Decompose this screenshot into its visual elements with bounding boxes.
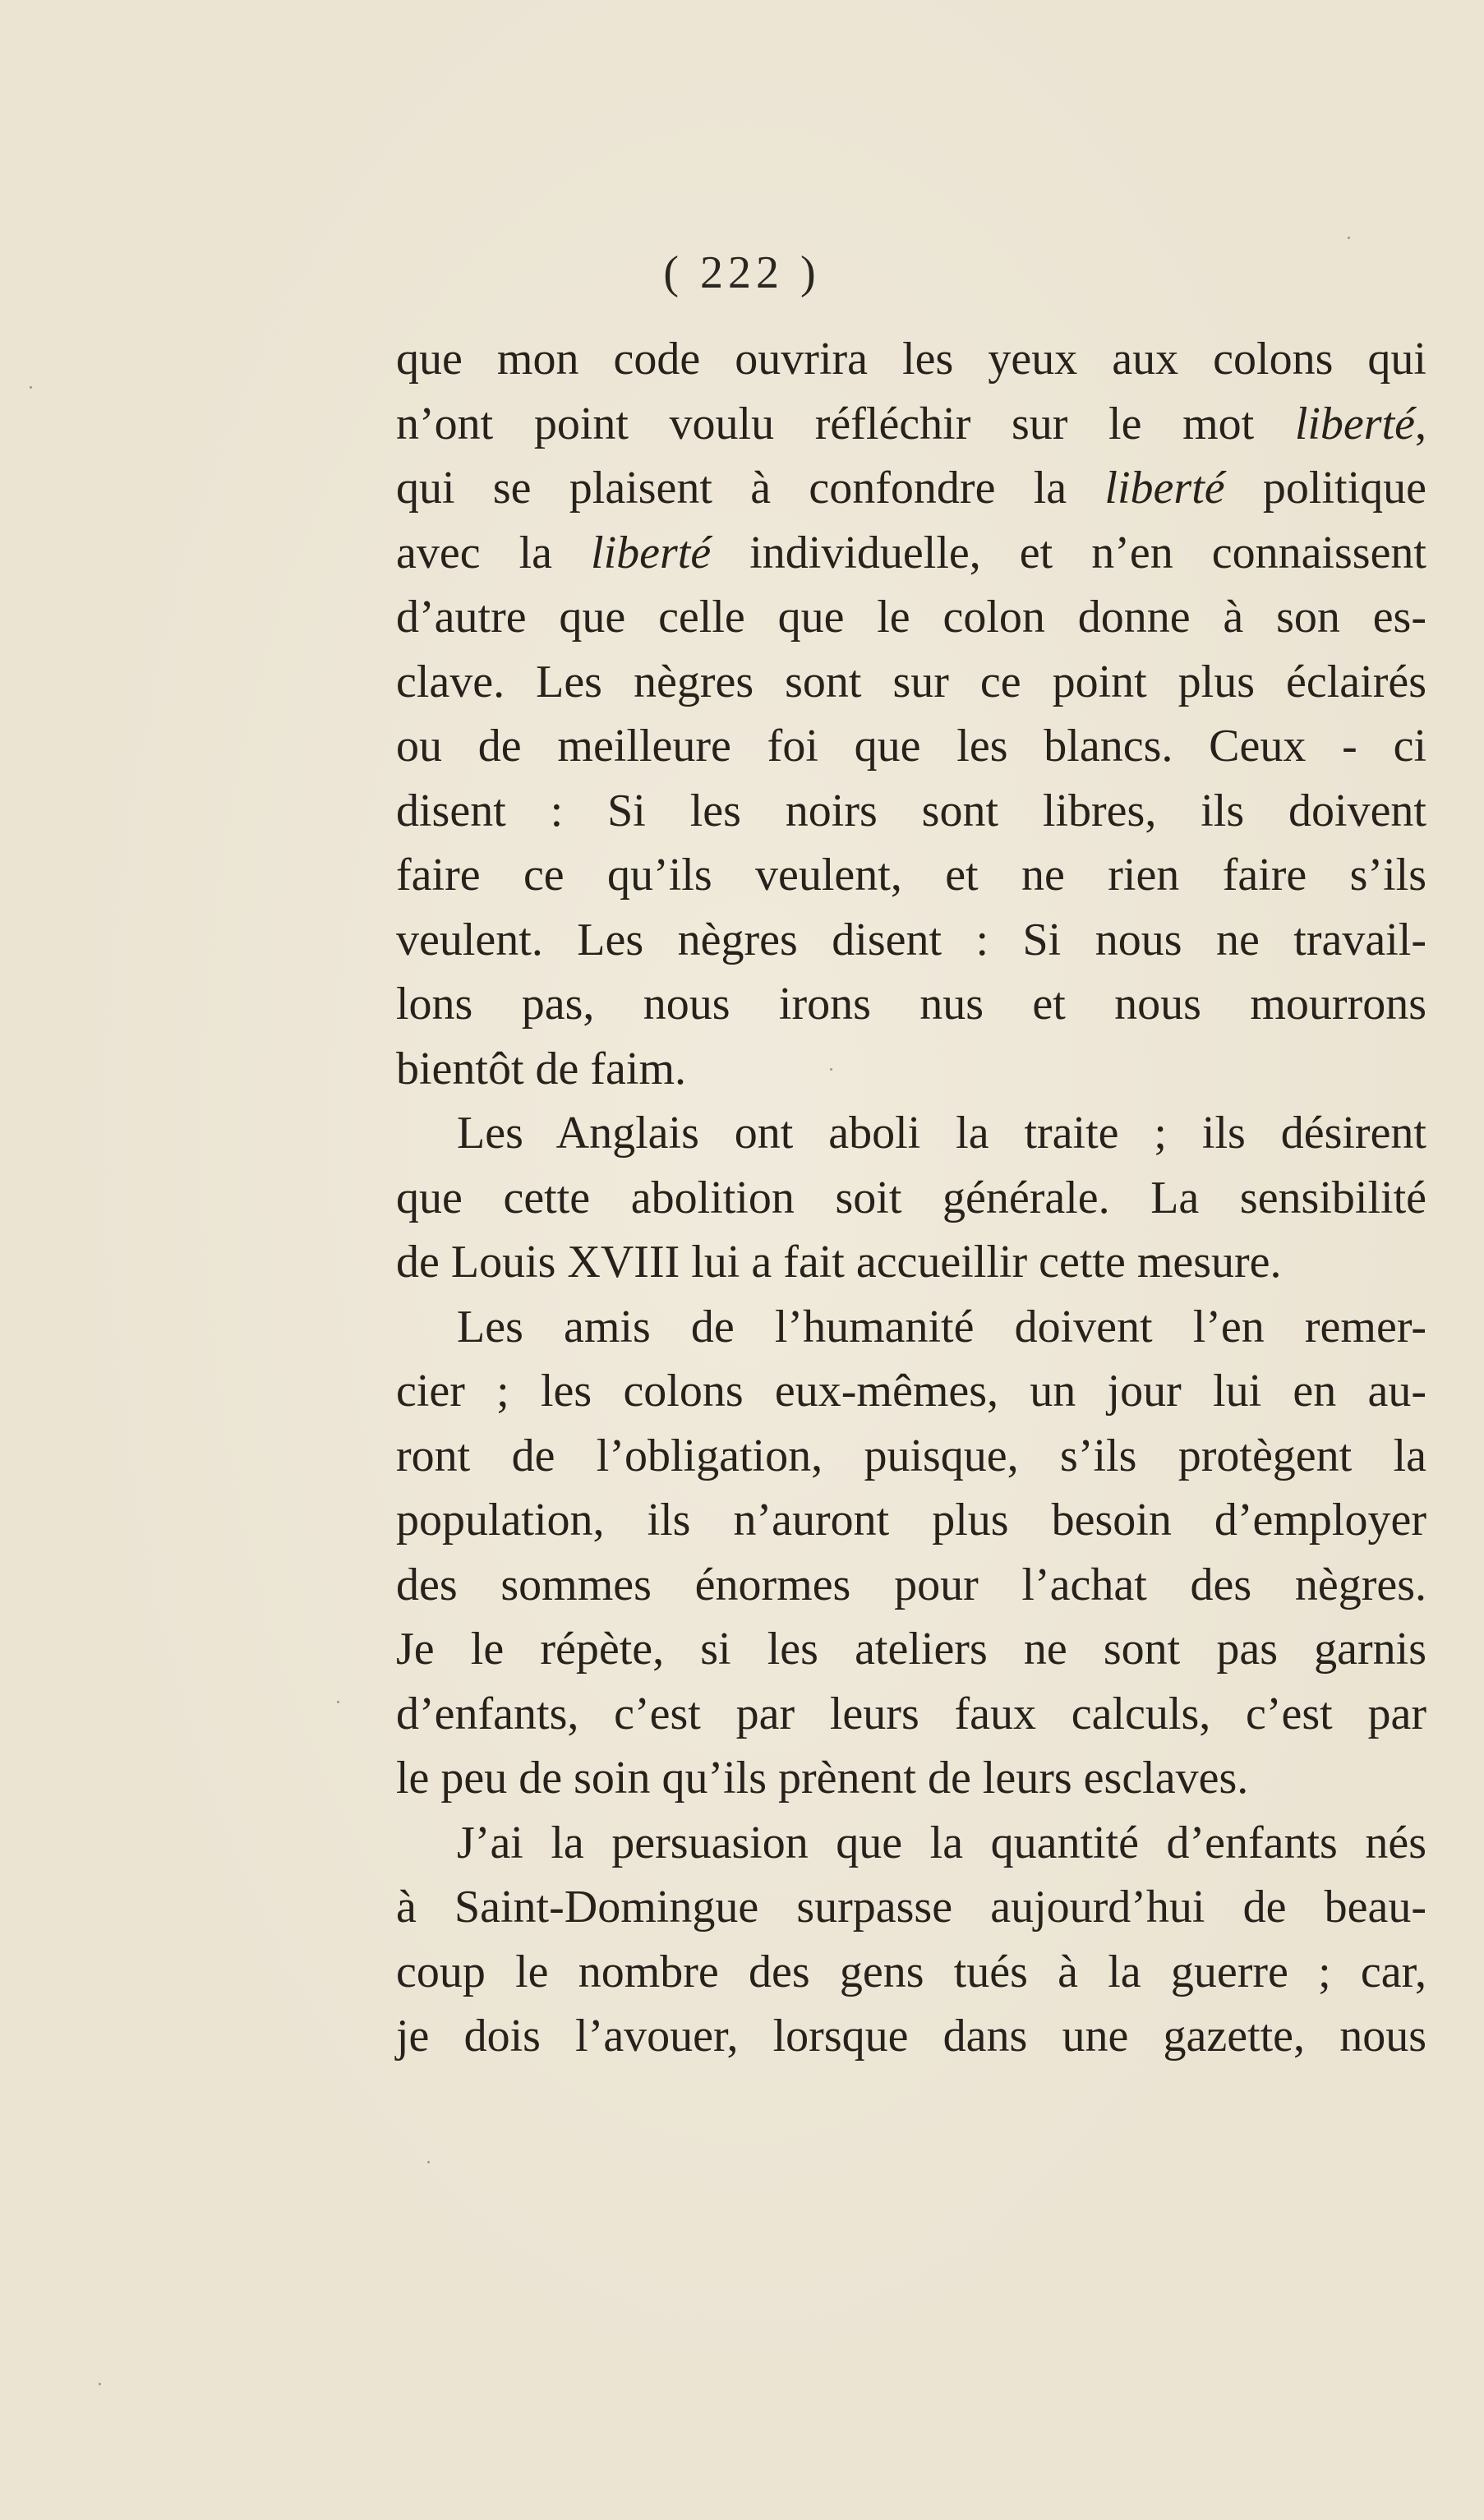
- paper-speck: [337, 1701, 339, 1703]
- paper-speck: [830, 1068, 832, 1071]
- text-line: à Saint-Domingue surpasse aujourd’hui de beau-: [396, 1882, 1426, 1933]
- page-number: ( 222 ): [663, 247, 821, 298]
- text-line: ront de l’obligation, puisque, s’ils protègent la: [396, 1430, 1426, 1481]
- text-line: je dois l’avouer, lorsque dans une gazette, nous: [396, 2011, 1426, 2062]
- text-line: des sommes énormes pour l’achat des nègres.: [396, 1559, 1426, 1610]
- text-line: cier ; les colons eux-mêmes, un jour lui en au-: [396, 1366, 1426, 1417]
- text-line: d’autre que celle que le colon donne à son es-: [396, 592, 1426, 643]
- text-line: disent : Si les noirs sont libres, ils doivent: [396, 785, 1426, 836]
- text-line: avec la liberté individuelle, et n’en connaissent: [396, 527, 1426, 578]
- text-line: lons pas, nous irons nus et nous mourrons: [396, 979, 1426, 1030]
- paper-speck: [30, 386, 32, 389]
- text-line: que cette abolition soit générale. La sensibilité: [396, 1172, 1426, 1223]
- italic-emphasis: liberté: [1294, 398, 1415, 449]
- text-line: faire ce qu’ils veulent, et ne rien faire s’ils: [396, 850, 1426, 901]
- text-line: coup le nombre des gens tués à la guerre ; car,: [396, 1946, 1426, 1997]
- text-line: Je le répète, si les ateliers ne sont pas garnis: [396, 1624, 1426, 1675]
- text-line: n’ont point voulu réfléchir sur le mot liberté,: [396, 398, 1426, 449]
- text-line: le peu de soin qu’ils prènent de leurs esclaves.: [396, 1753, 1249, 1804]
- text-line: population, ils n’auront plus besoin d’employer: [396, 1495, 1426, 1546]
- text-line: de Louis XVIII lui a fait accueillir cette mesure.: [396, 1237, 1282, 1288]
- body-text: [396, 327, 1426, 2069]
- paper-speck: [1348, 237, 1350, 239]
- text-line: Les Anglais ont aboli la traite ; ils désirent: [457, 1108, 1426, 1159]
- text-line: ou de meilleure foi que les blancs. Ceux - ci: [396, 721, 1426, 772]
- text-line: Les amis de l’humanité doivent l’en remer-: [457, 1301, 1426, 1352]
- text-line: veulent. Les nègres disent : Si nous ne travail-: [396, 914, 1426, 965]
- paper-speck: [99, 2383, 101, 2385]
- italic-emphasis: liberté: [1104, 463, 1225, 514]
- text-line: qui se plaisent à confondre la liberté politique: [396, 463, 1426, 514]
- italic-emphasis: liberté: [591, 527, 712, 578]
- text-line: que mon code ouvrira les yeux aux colons qui: [396, 334, 1426, 385]
- text-line: J’ai la persuasion que la quantité d’enfants nés: [457, 1817, 1426, 1868]
- paper-speck: [427, 2161, 430, 2163]
- text-line: d’enfants, c’est par leurs faux calculs, c’est par: [396, 1688, 1426, 1739]
- text-line: bientôt de faim.: [396, 1043, 687, 1094]
- text-line: clave. Les nègres sont sur ce point plus éclairés: [396, 656, 1426, 707]
